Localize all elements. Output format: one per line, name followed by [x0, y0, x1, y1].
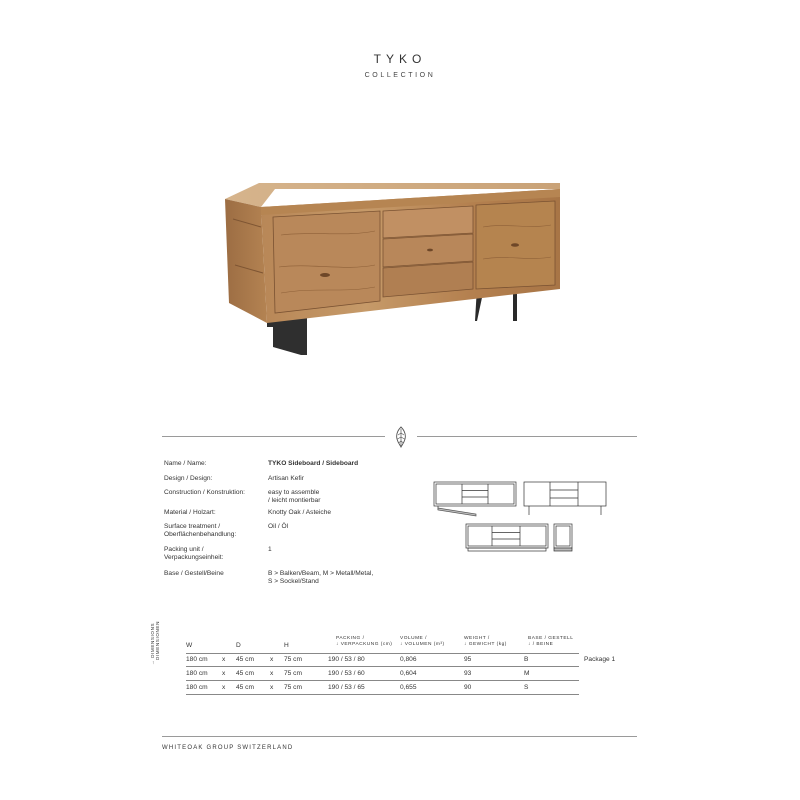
- cell-x: x: [222, 670, 226, 677]
- dimensions-arrow: →: [150, 659, 155, 665]
- spec-label: Design / Design:: [164, 475, 213, 482]
- header-volume-line2: ↓ VOLUMEN (m³): [400, 642, 445, 647]
- cell-note: Package 1: [584, 656, 616, 663]
- spec-value: Artisan Kefir: [268, 475, 304, 482]
- drawing-front-beam: [434, 482, 516, 516]
- cell-base: M: [524, 670, 530, 677]
- brand-header: [0, 52, 800, 79]
- header-packing: [336, 636, 392, 648]
- spec-label: Name / Name:: [164, 460, 207, 467]
- cell-h: 75 cm: [284, 670, 302, 677]
- cell-w: 180 cm: [186, 684, 208, 691]
- table-rule: [186, 666, 579, 667]
- cell-x: x: [270, 670, 274, 677]
- header-h: H: [284, 642, 289, 649]
- spec-label-line2: Verpackungseinheit:: [164, 554, 224, 561]
- spec-label: Material / Holzart:: [164, 509, 216, 516]
- header-weight: [464, 636, 507, 648]
- spec-label: [164, 523, 264, 539]
- drawing-front-stand: [466, 524, 548, 551]
- header-base-line2: ↓ / BEINE: [528, 642, 554, 647]
- table-rule: [186, 694, 579, 695]
- cell-weight: 90: [464, 684, 472, 691]
- brand-title: TYKO: [373, 52, 427, 66]
- divider-right: [417, 436, 637, 437]
- header-w: W: [186, 642, 193, 649]
- left-door: [273, 211, 380, 313]
- header-weight-line2: ↓ GEWICHT (kg): [464, 642, 507, 647]
- cell-x: x: [270, 684, 274, 691]
- cell-volume: 0,655: [400, 684, 417, 691]
- header-base: [528, 636, 573, 648]
- spec-value: Knotty Oak / Asteiche: [268, 509, 332, 516]
- dimensions-vertical-label: [150, 585, 160, 665]
- spec-value-line1: easy to assemble: [268, 489, 320, 496]
- drawing-side: [554, 524, 572, 551]
- spec-label: Base / Gestell/Beine: [164, 570, 224, 577]
- dimensions-label-de: DIMENSIONEN: [155, 620, 160, 660]
- cell-d: 45 cm: [236, 656, 254, 663]
- cell-h: 75 cm: [284, 656, 302, 663]
- spec-value: Oil / Öl: [268, 523, 289, 530]
- cell-w: 180 cm: [186, 670, 208, 677]
- header-volume-line1: VOLUME /: [400, 636, 427, 641]
- cell-x: x: [270, 656, 274, 663]
- spec-value: [268, 460, 428, 468]
- cell-x: x: [222, 656, 226, 663]
- cell-d: 45 cm: [236, 684, 254, 691]
- spec-value: [268, 489, 428, 505]
- drawing-front-metal: [524, 482, 606, 515]
- left-side: [225, 199, 267, 323]
- cell-weight: 93: [464, 670, 472, 677]
- header-weight-line1: WEIGHT /: [464, 636, 490, 641]
- product-image: [215, 175, 590, 365]
- spec-value-line2: S > Sockel/Stand: [268, 578, 319, 585]
- cell-d: 45 cm: [236, 670, 254, 677]
- header-volume: [400, 636, 445, 648]
- spec-value-line2: / leicht montierbar: [268, 497, 321, 504]
- dimensions-label-en: DIMENSIONS: [150, 622, 155, 658]
- spec-label: [164, 546, 264, 562]
- header-d: D: [236, 642, 241, 649]
- cell-packing: 190 / 53 / 80: [328, 656, 365, 663]
- cell-weight: 95: [464, 656, 472, 663]
- cell-packing: 190 / 53 / 65: [328, 684, 365, 691]
- header-base-line1: BASE / GESTELL: [528, 636, 574, 641]
- product-name: TYKO: [268, 460, 287, 467]
- header-packing-line1: PACKING /: [336, 636, 365, 641]
- table-rule: [186, 680, 579, 681]
- cell-packing: 190 / 53 / 60: [328, 670, 365, 677]
- technical-drawings: [432, 478, 612, 558]
- product-type: Sideboard / Sideboard: [288, 460, 359, 467]
- footer-divider: [162, 736, 637, 737]
- spec-label-line2: Oberflächenbehandlung:: [164, 531, 237, 538]
- cell-base: B: [524, 656, 529, 663]
- cell-base: S: [524, 684, 529, 691]
- spec-label-line1: Surface treatment /: [164, 523, 221, 530]
- spec-label: Construction / Konstruktion:: [164, 489, 245, 496]
- table-rule: [186, 653, 579, 654]
- divider-left: [162, 436, 385, 437]
- oak-leaf-icon: [393, 426, 409, 448]
- spec-value: [268, 570, 428, 586]
- cell-volume: 0,604: [400, 670, 417, 677]
- cell-h: 75 cm: [284, 684, 302, 691]
- spec-label-line1: Packing unit /: [164, 546, 204, 553]
- cell-x: x: [222, 684, 226, 691]
- drawer-1: [383, 206, 473, 238]
- cell-w: 180 cm: [186, 656, 208, 663]
- left-leg: [267, 317, 307, 355]
- footer-company: WHITEOAK GROUP SWITZERLAND: [162, 745, 294, 751]
- header-packing-line2: ↓ VERPACKUNG (cm): [336, 642, 393, 647]
- spec-value-line1: B > Balken/Beam, M > Metall/Metal,: [268, 570, 374, 577]
- cell-volume: 0,806: [400, 656, 417, 663]
- brand-subtitle: COLLECTION: [364, 72, 436, 79]
- spec-value: 1: [268, 546, 272, 553]
